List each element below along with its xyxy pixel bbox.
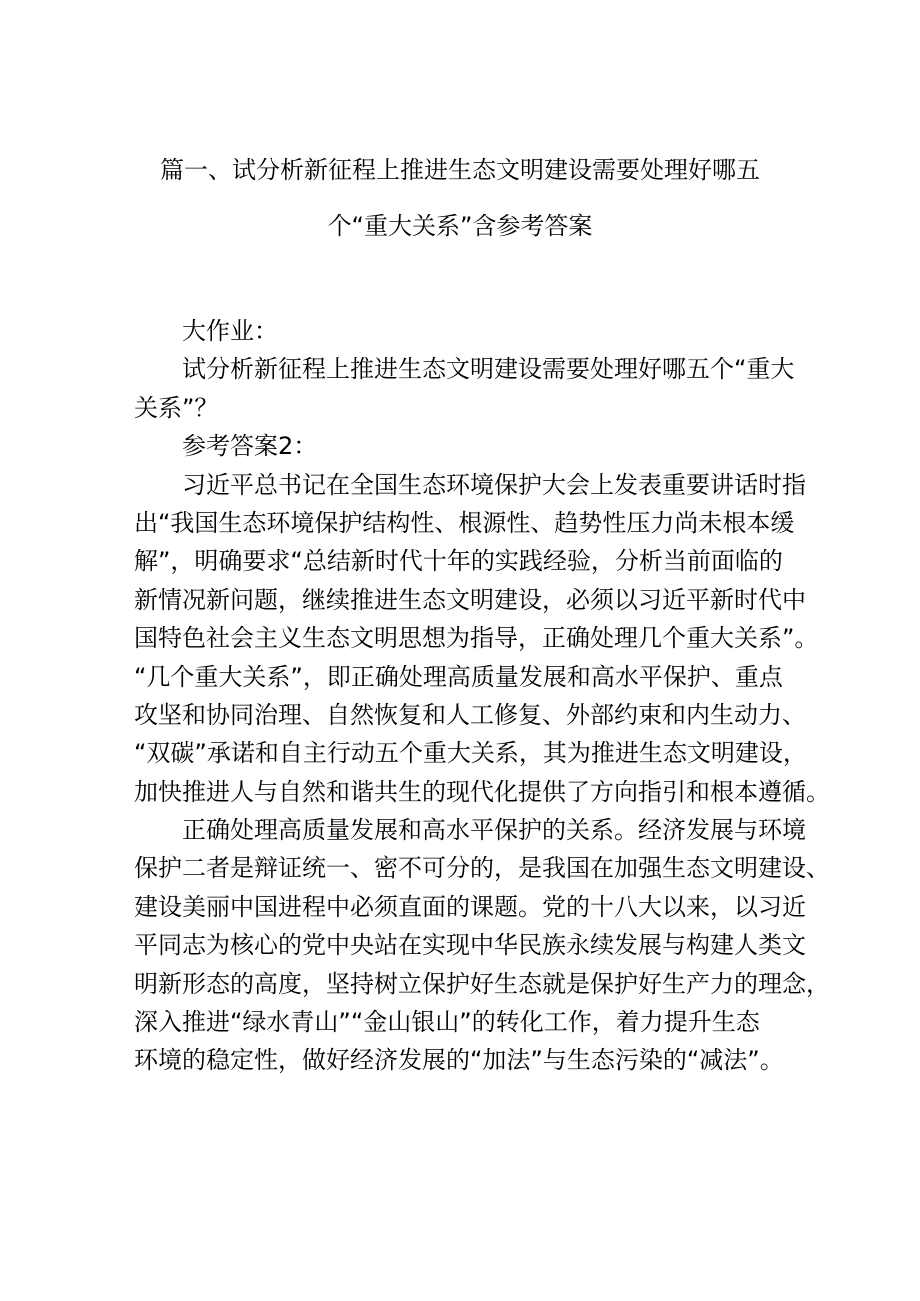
document-title-line-1: 篇一、试分析新征程上推进生态文明建设需要处理好哪五 (160, 156, 760, 184)
paragraph-line: 深入推进“绿水青山”“金山银山”的转化工作，着力提升生态 (134, 1008, 760, 1037)
paragraph-line: 国特色社会主义生态文明思想为指导，正确处理几个重大关系”。 (134, 624, 819, 653)
paragraph-line: 解”，明确要求“总结新时代十年的实践经验，分析当前面临的 (134, 547, 783, 576)
paragraph-line: 攻坚和协同治理、自然恢复和人工修复、外部约束和内生动力、 (134, 700, 806, 729)
answer-label: 参考答案2： (182, 432, 318, 461)
paragraph-line: 正确处理高质量发展和高水平保护的关系。经济发展与环境 (182, 816, 806, 845)
section-label: 大作业： (182, 317, 278, 345)
document-title-line-2: 个“重大关系”含参考答案 (327, 212, 593, 240)
paragraph-line: 出“我国生态环境保护结构性、根源性、趋势性压力尚未根本缓 (134, 508, 795, 537)
document-body (134, 312, 830, 1080)
paragraph-line: 新情况新问题，继续推进生态文明建设，必须以习近平新时代中 (134, 585, 806, 614)
paragraph-line: 明新形态的高度，坚持树立保护好生态就是保护好生产力的理念， (134, 969, 830, 998)
paragraph-line: “几个重大关系”，即正确处理高质量发展和高水平保护、重点 (134, 662, 783, 691)
paragraph-line: 平同志为核心的党中央站在实现中华民族永续发展与构建人类文 (134, 931, 806, 960)
paragraph-line: 建设美丽中国进程中必须直面的课题。党的十八大以来，以习近 (134, 892, 806, 921)
paragraph-line: 环境的稳定性，做好经济发展的“加法”与生态污染的“减法”。 (134, 1046, 784, 1075)
paragraph-line: 加快推进人与自然和谐共生的现代化提供了方向指引和根本遵循。 (134, 777, 830, 806)
paragraph-line: 保护二者是辩证统一、密不可分的，是我国在加强生态文明建设、 (134, 854, 830, 883)
question-line: 关系”？ (134, 393, 219, 422)
paragraph-line: 习近平总书记在全国生态环境保护大会上发表重要讲话时指 (182, 470, 806, 499)
paragraph-line: “双碳”承诺和自主行动五个重大关系，其为推进生态文明建设， (134, 739, 807, 768)
question-line: 试分析新征程上推进生态文明建设需要处理好哪五个“重大 (182, 355, 795, 384)
